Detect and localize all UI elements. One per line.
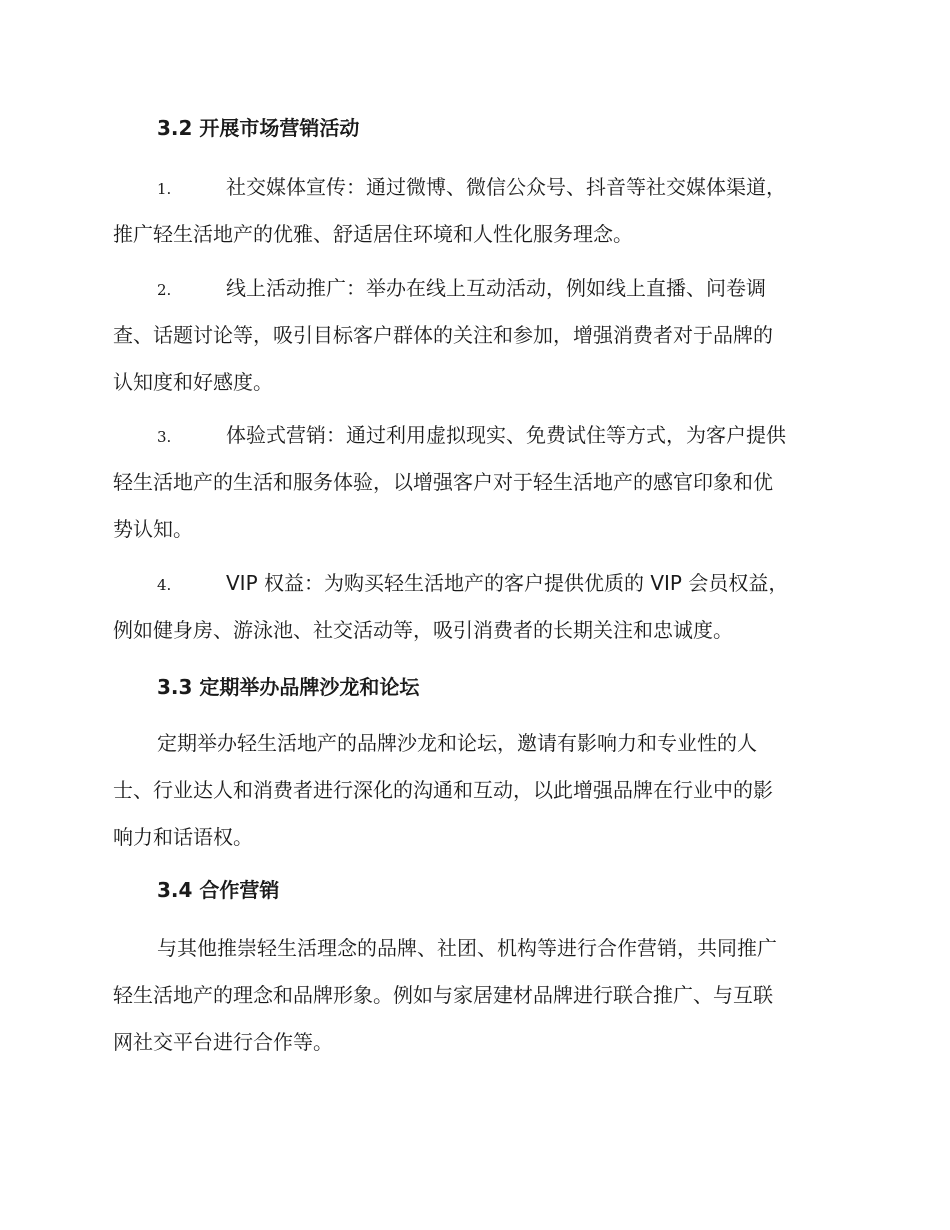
list-item-line: 轻生活地产的生活和服务体验，以增强客户对于轻生活地产的感官印象和优: [113, 470, 773, 494]
list-item-text: VIP 权益：为购买轻生活地产的客户提供优质的 VIP 会员权益，: [226, 571, 789, 595]
list-item-text: 线上活动推广：举办在线上互动活动，例如线上直播、问卷调: [226, 276, 766, 300]
list-item-line: 查、话题讨论等，吸引目标客户群体的关注和参加，增强消费者对于品牌的: [113, 323, 773, 347]
list-item-4: [113, 560, 835, 654]
paragraph-line: 轻生活地产的理念和品牌形象。例如与家居建材品牌进行联合推广、与互联: [113, 983, 773, 1007]
paragraph-line: 响力和话语权。: [113, 825, 253, 849]
paragraph-line: 网社交平台进行合作等。: [113, 1030, 333, 1054]
section-heading-3-3: 3.3 定期举办品牌沙龙和论坛: [157, 675, 420, 699]
paragraph-3-3: [113, 720, 835, 861]
section-heading-3-2: 3.2 开展市场营销活动: [157, 116, 360, 140]
list-item-text: 社交媒体宣传：通过微博、微信公众号、抖音等社交媒体渠道，: [226, 175, 786, 199]
paragraph-line: 定期举办轻生活地产的品牌沙龙和论坛，邀请有影响力和专业性的人: [157, 731, 757, 755]
list-number: 3.: [157, 428, 172, 446]
section-heading-3-4: 3.4 合作营销: [157, 878, 280, 902]
list-item-line: [113, 164, 835, 211]
list-item-line: 推广轻生活地产的优雅、舒适居住环境和人性化服务理念。: [113, 222, 633, 246]
paragraph-line: 与其他推崇轻生活理念的品牌、社团、机构等进行合作营销，共同推广: [157, 936, 777, 960]
list-item-line: 认知度和好感度。: [113, 370, 273, 394]
list-item-2: [113, 265, 835, 406]
list-item-line: 势认知。: [113, 517, 193, 541]
paragraph-3-4: [113, 925, 835, 1066]
list-item-line: 例如健身房、游泳池、社交活动等，吸引消费者的长期关注和忠诚度。: [113, 618, 733, 642]
list-item-1: [113, 164, 835, 258]
list-item-3: [113, 412, 835, 553]
list-number: 2.: [157, 281, 172, 299]
list-number: 1.: [157, 180, 172, 198]
paragraph-line: 士、行业达人和消费者进行深化的沟通和互动，以此增强品牌在行业中的影: [113, 778, 773, 802]
list-item-line: [113, 265, 835, 312]
list-item-line: [113, 560, 835, 607]
list-number: 4.: [157, 576, 172, 594]
list-item-line: [113, 412, 835, 459]
list-item-text: 体验式营销：通过利用虚拟现实、免费试住等方式，为客户提供: [226, 423, 786, 447]
